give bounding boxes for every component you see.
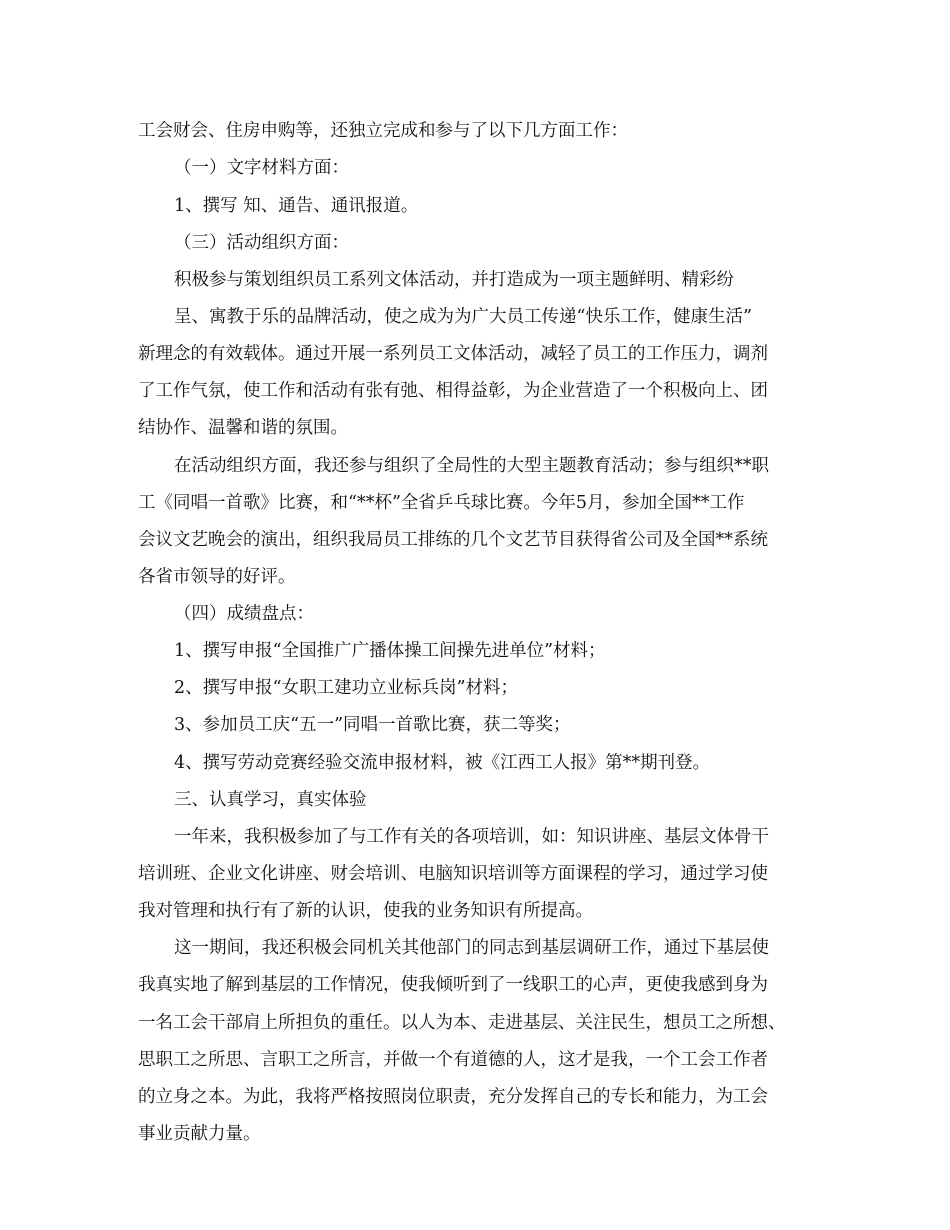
- section-heading-achievements: （四）成绩盘点：: [174, 604, 314, 624]
- achievement-item-3: 3、参加员工庆“五一”同唱一首歌比赛，获二等奖；: [174, 715, 571, 735]
- section-heading-learning: 三、认真学习，真实体验: [174, 790, 367, 810]
- text-line-8: 了工作气氛，使工作和活动有张有弛、相得益彰，为企业营造了一个积极向上、团: [138, 381, 768, 401]
- text-line-23: 这一期间，我还积极会同机关其他部门的同志到基层调研工作，通过下基层使: [174, 938, 769, 958]
- text-line-27: 的立身之本。为此，我将严格按照岗位职责，充分发挥自己的专长和能力，为工会: [138, 1087, 768, 1107]
- text-line-10: 在活动组织方面，我还参与组织了全局性的大型主题教育活动；参与组织**职: [174, 456, 769, 476]
- text-line-9: 结协作、温馨和谐的氛围。: [138, 418, 348, 438]
- achievement-item-1: 1、撰写申报“全国推广广播体操工间操先进单位”材料；: [174, 641, 606, 661]
- text-line-22: 我对管理和执行有了新的认识，使我的业务知识有所提高。: [138, 901, 593, 921]
- achievement-item-4: 4、撰写劳动竞赛经验交流申报材料，被《江西工人报》第**期刊登。: [174, 753, 711, 773]
- text-line-28: 事业贡献力量。: [138, 1124, 261, 1144]
- section-heading-text-materials: （一）文字材料方面：: [174, 158, 349, 178]
- text-line-21: 培训班、企业文化讲座、财会培训、电脑知识培训等方面课程的学习，通过学习使: [138, 864, 768, 884]
- text-line-1: 工会财会、住房申购等，还独立完成和参与了以下几方面工作：: [138, 121, 628, 141]
- text-line-26: 思职工之所思、言职工之所言，并做一个有道德的人，这才是我，一个工会工作者: [138, 1050, 768, 1070]
- text-line-20: 一年来，我积极参加了与工作有关的各项培训，如：知识讲座、基层文体骨干: [174, 827, 769, 847]
- text-line-5: 积极参与策划组织员工系列文体活动，并打造成为一项主题鲜明、精彩纷: [174, 270, 734, 290]
- text-line-3: 1、撰写 知、通告、通讯报道。: [174, 196, 419, 216]
- text-line-24: 我真实地了解到基层的工作情况，使我倾听到了一线职工的心声，更使我感到身为: [138, 975, 768, 995]
- text-line-6: 呈、寓教于乐的品牌活动，使之成为为广大员工传递“快乐工作，健康生活”: [174, 307, 752, 327]
- achievement-item-2: 2、撰写申报“女职工建功立业标兵岗”材料；: [174, 678, 519, 698]
- section-heading-activities: （三）活动组织方面：: [174, 233, 349, 253]
- text-line-11: 工《同唱一首歌》比赛，和“**杯”全省乒乓球比赛。今年5月，参加全国**工作: [138, 493, 745, 513]
- text-line-13: 各省市领导的好评。: [138, 567, 296, 587]
- text-line-12: 会议文艺晚会的演出，组织我局员工排练的几个文艺节目获得省公司及全国**系统: [138, 530, 768, 550]
- text-line-7: 新理念的有效载体。通过开展一系列员工文体活动，减轻了员工的工作压力，调剂: [138, 344, 768, 364]
- text-line-25: 一名工会干部肩上所担负的重任。以人为本、走进基层、关注民生，想员工之所想、: [138, 1013, 786, 1033]
